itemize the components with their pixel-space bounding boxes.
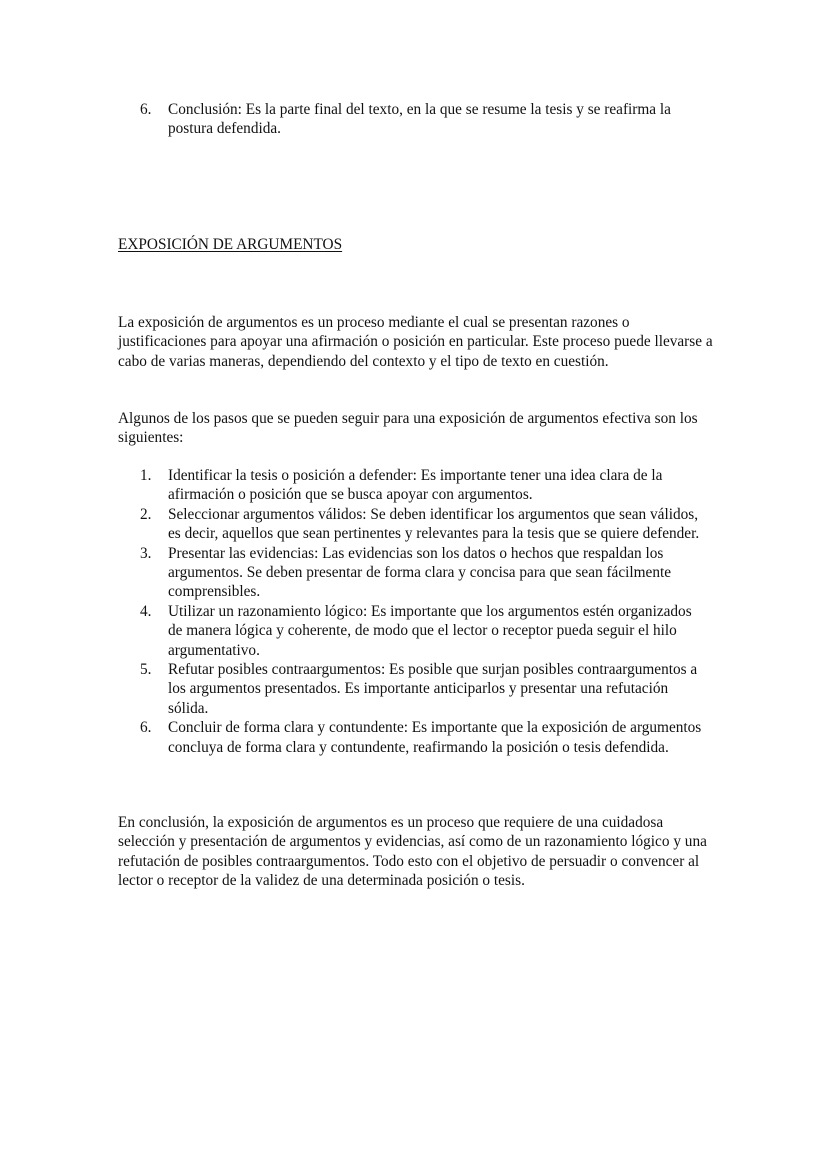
list-item-number: 5. (140, 661, 152, 679)
list-item-number: 2. (140, 505, 152, 523)
list-item (0, 660, 708, 718)
list-item-number: 4. (140, 602, 152, 620)
list-item-text: Seleccionar argumentos válidos: Se deben identificar los argumentos que sean válidos, es decir, aquellos que sean pertinentes y relevantes para la tesis que se quiere defender. (168, 505, 700, 543)
list-item-text: Concluir de forma clara y contundente: Es importante que la exposición de argumentos concluya de forma clara y contundente, reafirmando la posición o tesis defendida. (168, 719, 702, 756)
section-heading: EXPOSICIÓN DE ARGUMENTOS (118, 236, 343, 253)
list-item-text: Conclusión: Es la parte final del texto, en la que se resume la tesis y se reafirma la postura defendida. (168, 101, 671, 138)
list-item (0, 718, 708, 757)
list-item (0, 544, 708, 602)
conclusion-paragraph: En conclusión, la exposición de argumentos es un proceso que requiere de una cuidadosa selección y presentación de argumentos y evidencias, así como de un razonamiento lógico y una refutación de posibles contraargumentos. Todo esto con el objetivo de persuadir o convencer al lector o receptor de la validez de una determinada posición o tesis. (118, 814, 707, 890)
list-item (0, 100, 708, 139)
list-item-text: Presentar las evidencias: Las evidencias son los datos o hechos que respaldan los argumentos. Se deben presentar de forma clara y concisa para que sean fácilmente comprensibles. (168, 544, 672, 601)
list-item-number: 1. (140, 467, 152, 484)
list-item-text: Utilizar un razonamiento lógico: Es importante que los argumentos estén organizados de manera lógica y coherente, de modo que el lector o receptor pueda seguir el hilo argumentativo. (168, 602, 692, 659)
previous-list (0, 100, 708, 139)
intro-paragraph: La exposición de argumentos es un proceso mediante el cual se presentan razones o justificaciones para apoyar una afirmación o posición en particular. Este proceso puede llevarse a cabo de varias maneras, dependiendo del contexto y el tipo de texto en cuestión. (118, 314, 713, 370)
list-item-text: Refutar posibles contraargumentos: Es posible que surjan posibles contraargumentos a los argumentos presentados. Es importante anticiparlos y presentar una refutación sólida. (168, 661, 698, 717)
steps-intro-paragraph: Algunos de los pasos que se pueden seguir para una exposición de argumentos efectiva son los siguientes: (118, 410, 698, 447)
list-item-number: 3. (140, 544, 152, 562)
list-item (0, 602, 708, 660)
list-item-number: 6. (140, 101, 152, 118)
list-item (0, 505, 708, 544)
list-item-text: Identificar la tesis o posición a defender: Es importante tener una idea clara de la afirmación o posición que se busca apoyar con argumentos. (168, 467, 663, 504)
steps-list (0, 466, 708, 757)
list-item (0, 466, 708, 505)
list-item-number: 6. (140, 719, 152, 737)
